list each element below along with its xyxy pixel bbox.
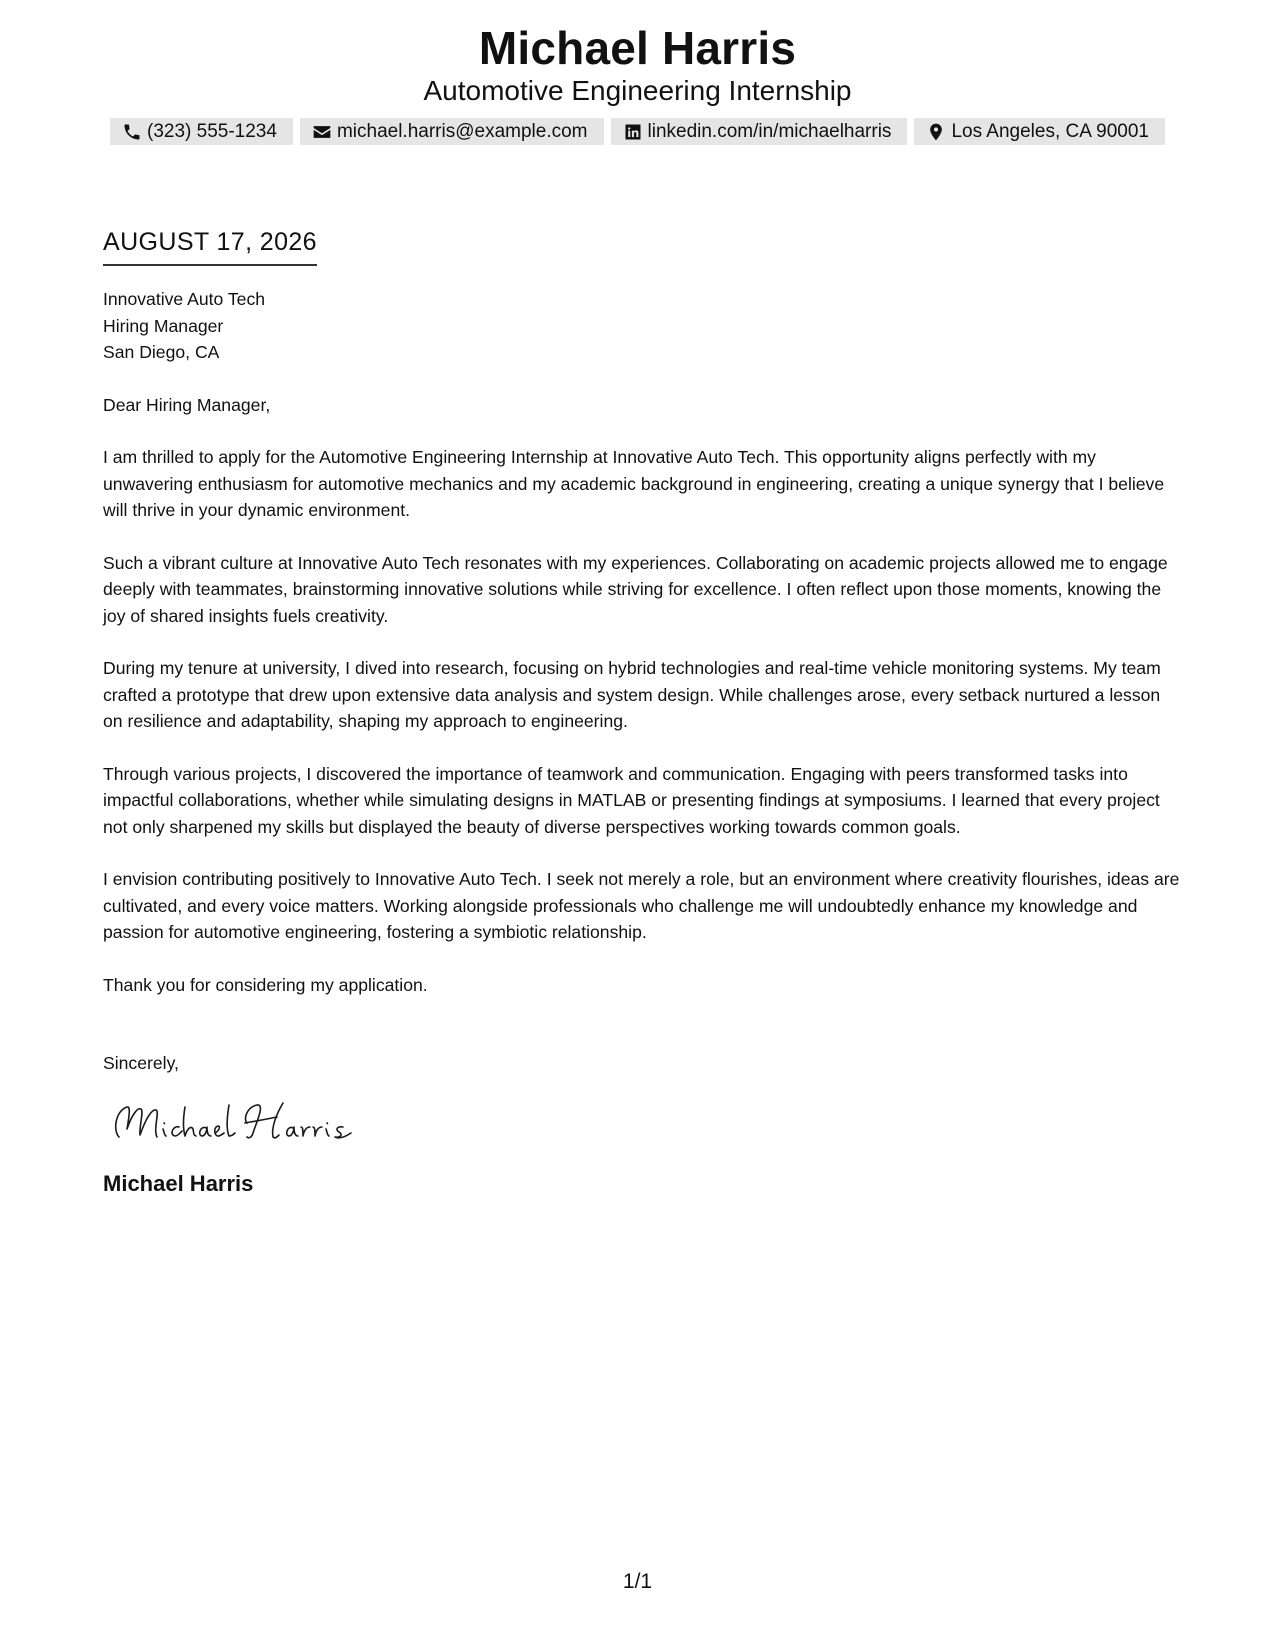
contact-email-text: michael.harris@example.com <box>336 121 588 142</box>
body-paragraph: Such a vibrant culture at Innovative Auto Tech resonates with my experiences. Collaborating on academic projects allowed me to engage deeply with teammates, brainstorming innovative solutions while striving for excellence. I often reflect upon those moments, knowing the joy of shared insights fuels creativity. <box>103 552 1168 626</box>
contact-phone-text: (323) 555-1234 <box>147 121 277 142</box>
body-paragraph: I am thrilled to apply for the Automotive Engineering Internship at Innovative Auto Tech. This opportunity aligns perfectly with my unwavering enthusiasm for automotive mechanics and my academic background in engineering, creating a unique synergy that I believe will thrive in your dynamic environment. <box>103 447 1165 520</box>
map-marker-icon <box>926 122 946 142</box>
contact-linkedin[interactable] <box>611 118 908 145</box>
signoff: Sincerely, <box>103 1053 179 1073</box>
page-number: 1/1 <box>622 1570 653 1593</box>
body-paragraph: I envision contributing positively to Innovative Auto Tech. I seek not merely a role, but an environment where creativity flourishes, ideas are cultivated, and every voice matters. Working alongside professionals who challenge me will undoubtedly enhance my knowledge and passion for automotive engineering, fostering a symbiotic relationship. <box>103 869 1180 942</box>
body-paragraph: During my tenure at university, I dived into research, focusing on hybrid technologies and real-time vehicle monitoring systems. My team crafted a prototype that drew upon extensive data analysis and system design. While challenges arose, every setback nurtured a lesson on resilience and adaptability, shaping my approach to engineering. <box>103 658 1161 731</box>
contact-location-text: Los Angeles, CA 90001 <box>951 121 1149 142</box>
recipient-location: San Diego, CA <box>103 342 220 362</box>
contact-bar <box>0 118 1275 145</box>
recipient-block <box>103 286 1183 366</box>
contact-location <box>914 118 1165 145</box>
letter-date: AUGUST 17, 2026 <box>103 226 317 266</box>
body-paragraph: Through various projects, I discovered the importance of teamwork and communication. Engaging with peers transformed tasks into impactful collaborations, whether while simulating designs in MATLAB or presenting findings at symposiums. I learned that every project not only sharpened my skills but displayed the beauty of diverse perspectives working towards common goals. <box>103 763 1160 837</box>
phone-icon <box>122 122 142 142</box>
contact-phone[interactable] <box>110 118 293 145</box>
recipient-title: Hiring Manager <box>103 315 224 336</box>
signer-name: Michael Harris <box>103 1171 254 1196</box>
letter-body <box>103 286 1183 1198</box>
date-block <box>103 226 317 266</box>
envelope-icon <box>312 122 332 142</box>
salutation: Dear Hiring Manager, <box>103 394 271 415</box>
closing-line: Thank you for considering my application. <box>103 974 428 995</box>
linkedin-icon <box>623 122 643 142</box>
contact-email[interactable] <box>300 118 604 145</box>
letter-header <box>0 20 1275 145</box>
applicant-name: Michael Harris <box>478 22 797 74</box>
applicant-position: Automotive Engineering Internship <box>423 75 852 106</box>
handwritten-signature <box>107 1093 367 1153</box>
contact-linkedin-text: linkedin.com/in/michaelharris <box>647 121 892 142</box>
recipient-company: Innovative Auto Tech <box>103 289 266 309</box>
